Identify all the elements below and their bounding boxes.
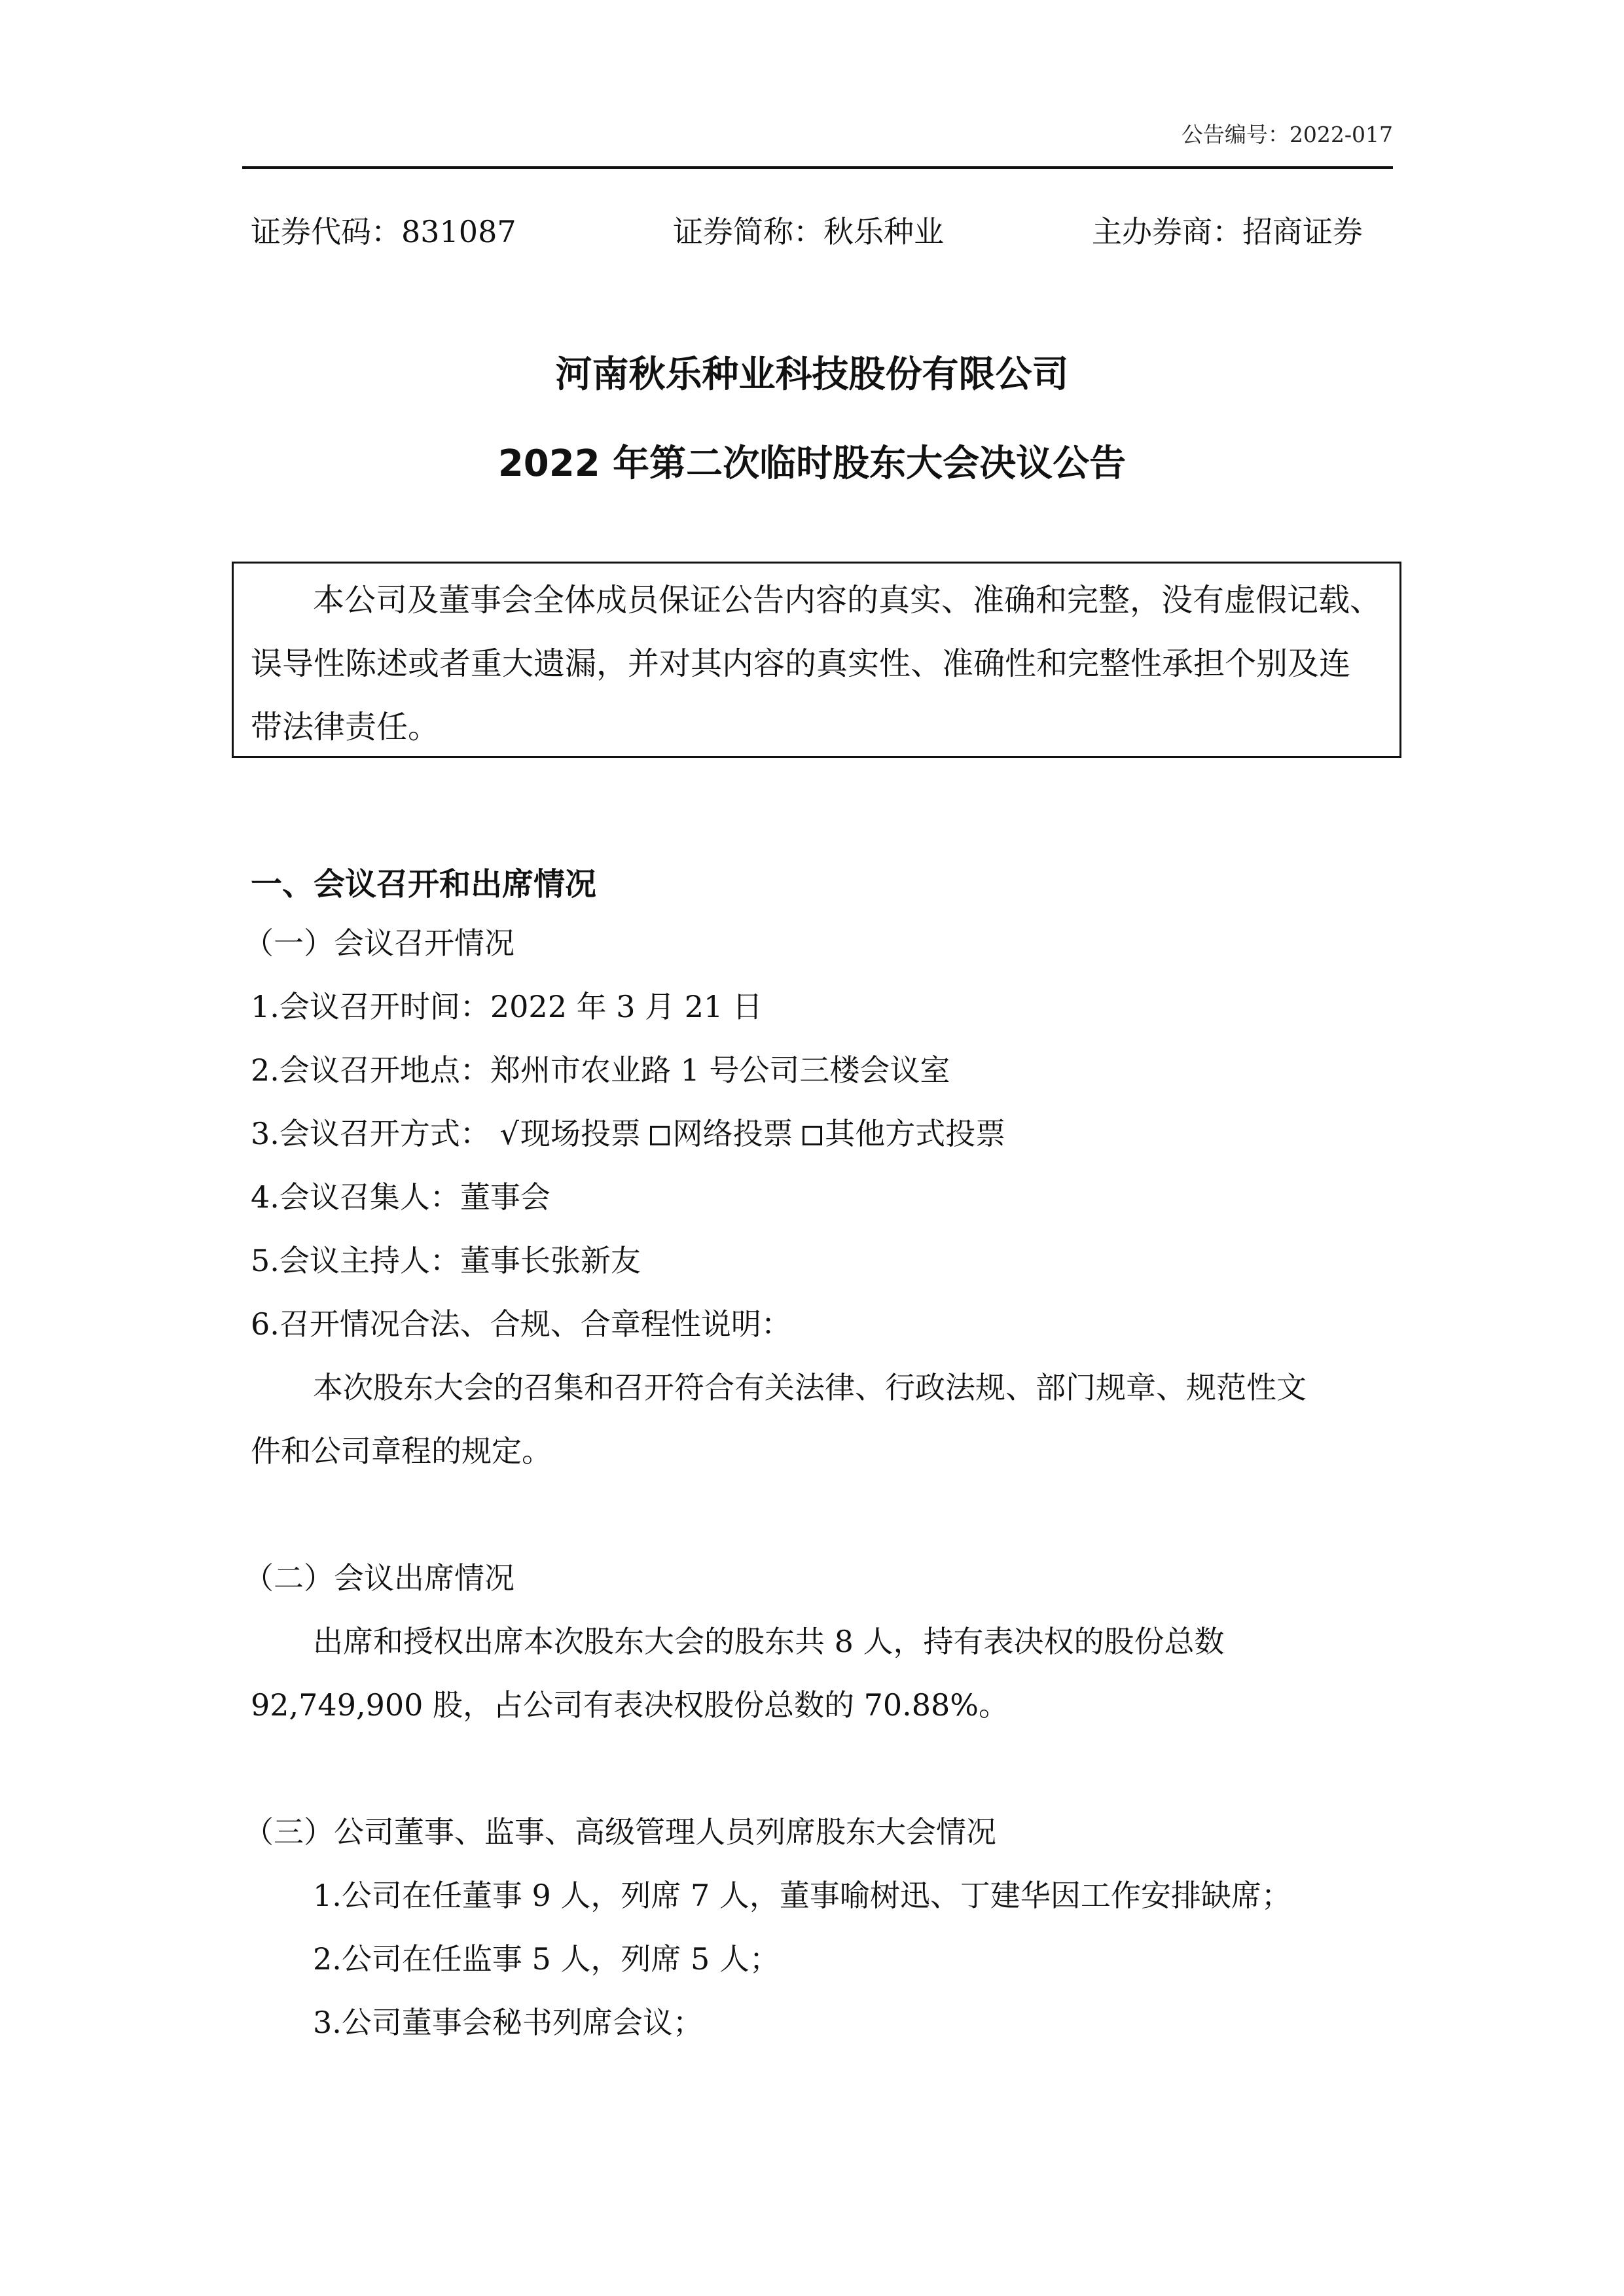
meeting-convener: 4.会议召集人：董事会 — [251, 1179, 550, 1215]
disclaimer-line-1: 本公司及董事会全体成员保证公告内容的真实、准确和完整，没有虚假记载、 — [313, 582, 1382, 619]
method-other-label: 其他方式投票 — [825, 1116, 1006, 1151]
attendance-line-1: 出席和授权出席本次股东大会的股东共 8 人，持有表决权的股份总数 — [313, 1624, 1225, 1659]
meeting-method — [251, 1110, 1005, 1153]
announcement-title: 2022 年第二次临时股东大会决议公告 — [497, 442, 1127, 485]
meeting-host: 5.会议主持人：董事长张新友 — [251, 1243, 641, 1278]
legality-statement-line-2: 件和公司章程的规定。 — [251, 1433, 552, 1469]
legality-statement-heading: 6.召开情况合法、合规、合章程性说明： — [251, 1306, 791, 1342]
company-title: 河南秋乐种业科技股份有限公司 — [555, 353, 1069, 396]
checkmark-icon: √ — [499, 1116, 519, 1151]
sponsor-broker: 主办券商：招商证券 — [1092, 214, 1363, 249]
subsection-heading-attendance: （二）会议出席情况 — [244, 1560, 514, 1596]
header-divider — [242, 166, 1393, 169]
attendance-line-2: 92,749,900 股，占公司有表决权股份总数的 70.88%。 — [251, 1687, 1009, 1723]
subsection-heading-officers: （三）公司董事、监事、高级管理人员列席股东大会情况 — [244, 1814, 996, 1850]
security-short-name: 证券简称：秋乐种业 — [673, 214, 944, 249]
meeting-method-label: 3.会议召开方式： — [251, 1116, 490, 1151]
meeting-time: 1.会议召开时间：2022 年 3 月 21 日 — [251, 989, 763, 1024]
legality-statement-line-1: 本次股东大会的召集和召开符合有关法律、行政法规、部门规章、规范性文 — [313, 1370, 1307, 1405]
method-online-label: 网络投票 — [672, 1116, 793, 1151]
disclaimer-line-2: 误导性陈述或者重大遗漏，并对其内容的真实性、准确性和完整性承担个别及连 — [251, 645, 1351, 682]
section-heading-1: 一、会议召开和出席情况 — [251, 866, 597, 903]
announcement-number: 公告编号：2022-017 — [1181, 122, 1393, 147]
meeting-location: 2.会议召开地点：郑州市农业路 1 号公司三楼会议室 — [251, 1052, 950, 1088]
method-onsite-label: 现场投票 — [520, 1116, 641, 1151]
directors-attendance: 1.公司在任董事 9 人，列席 7 人，董事喻树迅、丁建华因工作安排缺席； — [313, 1878, 1291, 1913]
unchecked-box-icon — [650, 1126, 670, 1145]
security-code: 证券代码：831087 — [251, 214, 516, 249]
secretary-attendance: 3.公司董事会秘书列席会议； — [313, 2005, 703, 2040]
supervisors-attendance: 2.公司在任监事 5 人，列席 5 人； — [313, 1941, 780, 1977]
subsection-heading-convening: （一）会议召开情况 — [244, 925, 514, 961]
disclaimer-line-3: 带法律责任。 — [251, 709, 440, 745]
unchecked-box-icon — [803, 1126, 822, 1145]
